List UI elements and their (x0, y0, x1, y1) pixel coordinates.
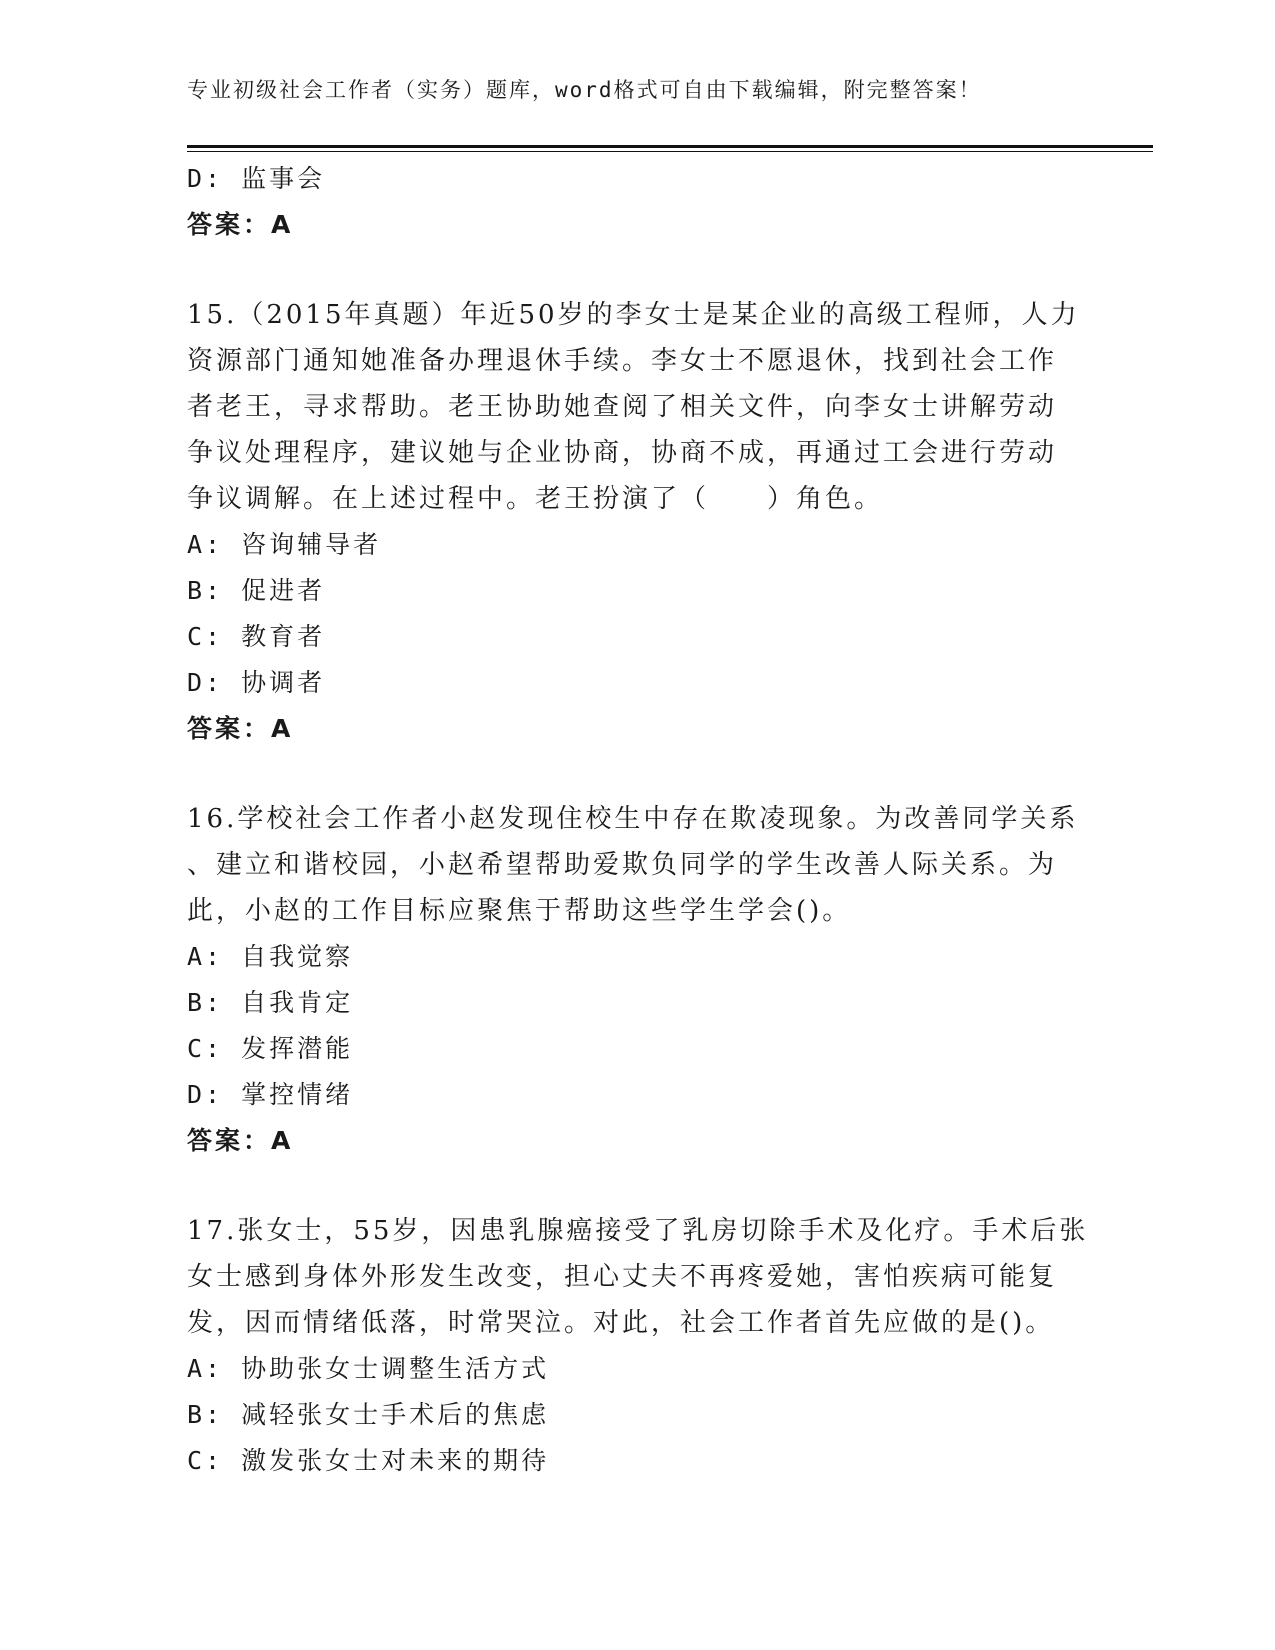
option-b: B: 促进者 (187, 576, 326, 605)
option-a: A: 协助张女士调整生活方式 (187, 1354, 550, 1383)
option-b: B: 减轻张女士手术后的焦虑 (187, 1400, 550, 1429)
page-header: 专业初级社会工作者（实务）题库，word格式可自由下载编辑，附完整答案！ (187, 78, 982, 102)
question-17 (187, 1208, 1087, 1484)
answer-line: 答案：A (187, 1126, 294, 1155)
question-text-line: 者老王，寻求帮助。老王协助她查阅了相关文件，向李女士讲解劳动 (187, 392, 1058, 422)
header-rule-thin (187, 151, 1153, 152)
question-text-line: 争议处理程序，建议她与企业协商，协商不成，再通过工会进行劳动 (187, 438, 1058, 468)
option-d: D: 掌控情绪 (187, 1080, 354, 1109)
answer-line: 答案：A (187, 714, 294, 743)
option-c: C: 教育者 (187, 622, 326, 651)
answer-line: 答案：A (187, 210, 294, 239)
question-text-line: 此，小赵的工作目标应聚焦于帮助这些学生学会()。 (187, 896, 852, 926)
question-15 (187, 292, 1087, 752)
option-a: A: 自我觉察 (187, 942, 354, 971)
question-text-line: 发，因而情绪低落，时常哭泣。对此，社会工作者首先应做的是()。 (187, 1308, 1055, 1338)
document-body (187, 156, 1087, 1484)
question-text-line: 争议调解。在上述过程中。老王扮演了（ ）角色。 (187, 484, 884, 514)
header-rule-thick (187, 145, 1153, 148)
option-d: D: 监事会 (187, 164, 326, 193)
option-a: A: 咨询辅导者 (187, 530, 382, 559)
spacer (187, 752, 1087, 796)
question-text-line: 16.学校社会工作者小赵发现住校生中存在欺凌现象。为改善同学关系 (187, 804, 1079, 834)
spacer (187, 1164, 1087, 1208)
question-text-line: 15.（2015年真题）年近50岁的李女士是某企业的高级工程师，人力 (187, 300, 1080, 330)
option-c: C: 发挥潜能 (187, 1034, 354, 1063)
option-d: D: 协调者 (187, 668, 326, 697)
question-text-line: 资源部门通知她准备办理退休手续。李女士不愿退休，找到社会工作 (187, 346, 1058, 376)
question-text-line: 女士感到身体外形发生改变，担心丈夫不再疼爱她，害怕疾病可能复 (187, 1262, 1058, 1292)
spacer (187, 248, 1087, 292)
question-text-line: 17.张女士，55岁，因患乳腺癌接受了乳房切除手术及化疗。手术后张 (187, 1216, 1089, 1246)
option-c: C: 激发张女士对未来的期待 (187, 1446, 550, 1475)
option-b: B: 自我肯定 (187, 988, 354, 1017)
question-16 (187, 796, 1087, 1164)
question-text-line: 、建立和谐校园，小赵希望帮助爱欺负同学的学生改善人际关系。为 (187, 850, 1058, 880)
